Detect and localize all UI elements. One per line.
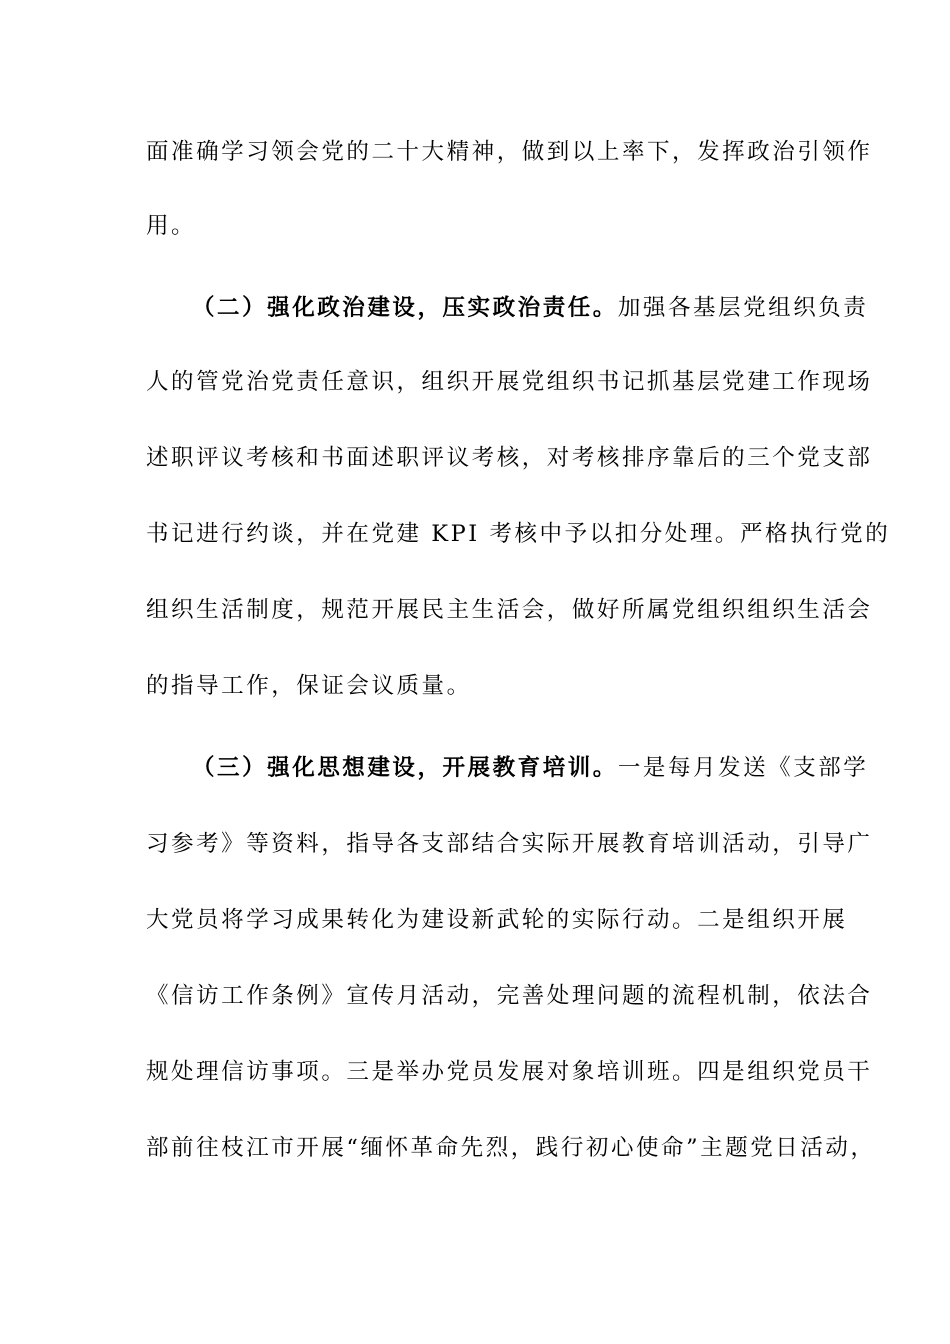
body-text-line: 述职评议考核和书面述职评议考核，对考核排序靠后的三个党支部 (146, 445, 873, 471)
body-text-line: 书记进行约谈，并在党建 KPI 考核中予以扣分处理。严格执行党的 (146, 521, 891, 547)
body-text-line: 组织生活制度，规范开展民主生活会，做好所属党组织组织生活会 (146, 597, 873, 623)
body-text: 一是每月发送《支部学 (617, 755, 869, 781)
section-heading-line (192, 753, 869, 783)
section-heading: （二）强化政治建设，压实政治责任。 (192, 295, 618, 321)
body-text-line: 大党员将学习成果转化为建设新武轮的实际行动。二是组织开展 (146, 907, 848, 933)
section-heading: （三）强化思想建设，开展教育培训。 (192, 755, 618, 781)
section-heading-line (192, 293, 869, 323)
body-text-line: 用。 (146, 213, 197, 239)
body-text-line: 规处理信访事项。三是举办党员发展对象培训班。四是组织党员干 (146, 1059, 873, 1085)
body-text-line: 人的管党治党责任意识，组织开展党组织书记抓基层党建工作现场 (146, 369, 873, 395)
body-text-line: 习参考》等资料，指导各支部结合实际开展教育培训活动，引导广 (146, 831, 873, 857)
body-text-line: 的指导工作，保证会议质量。 (146, 673, 472, 699)
body-text-line: 部前往枝江市开展“缅怀革命先烈，践行初心使命”主题党日活动， (146, 1135, 876, 1161)
body-text-line: 面准确学习领会党的二十大精神，做到以上率下，发挥政治引领作 (146, 139, 873, 165)
body-text-line: 《信访工作条例》宣传月活动，完善处理问题的流程机制，依法合 (146, 983, 873, 1009)
body-text: 加强各基层党组织负责 (617, 295, 869, 321)
